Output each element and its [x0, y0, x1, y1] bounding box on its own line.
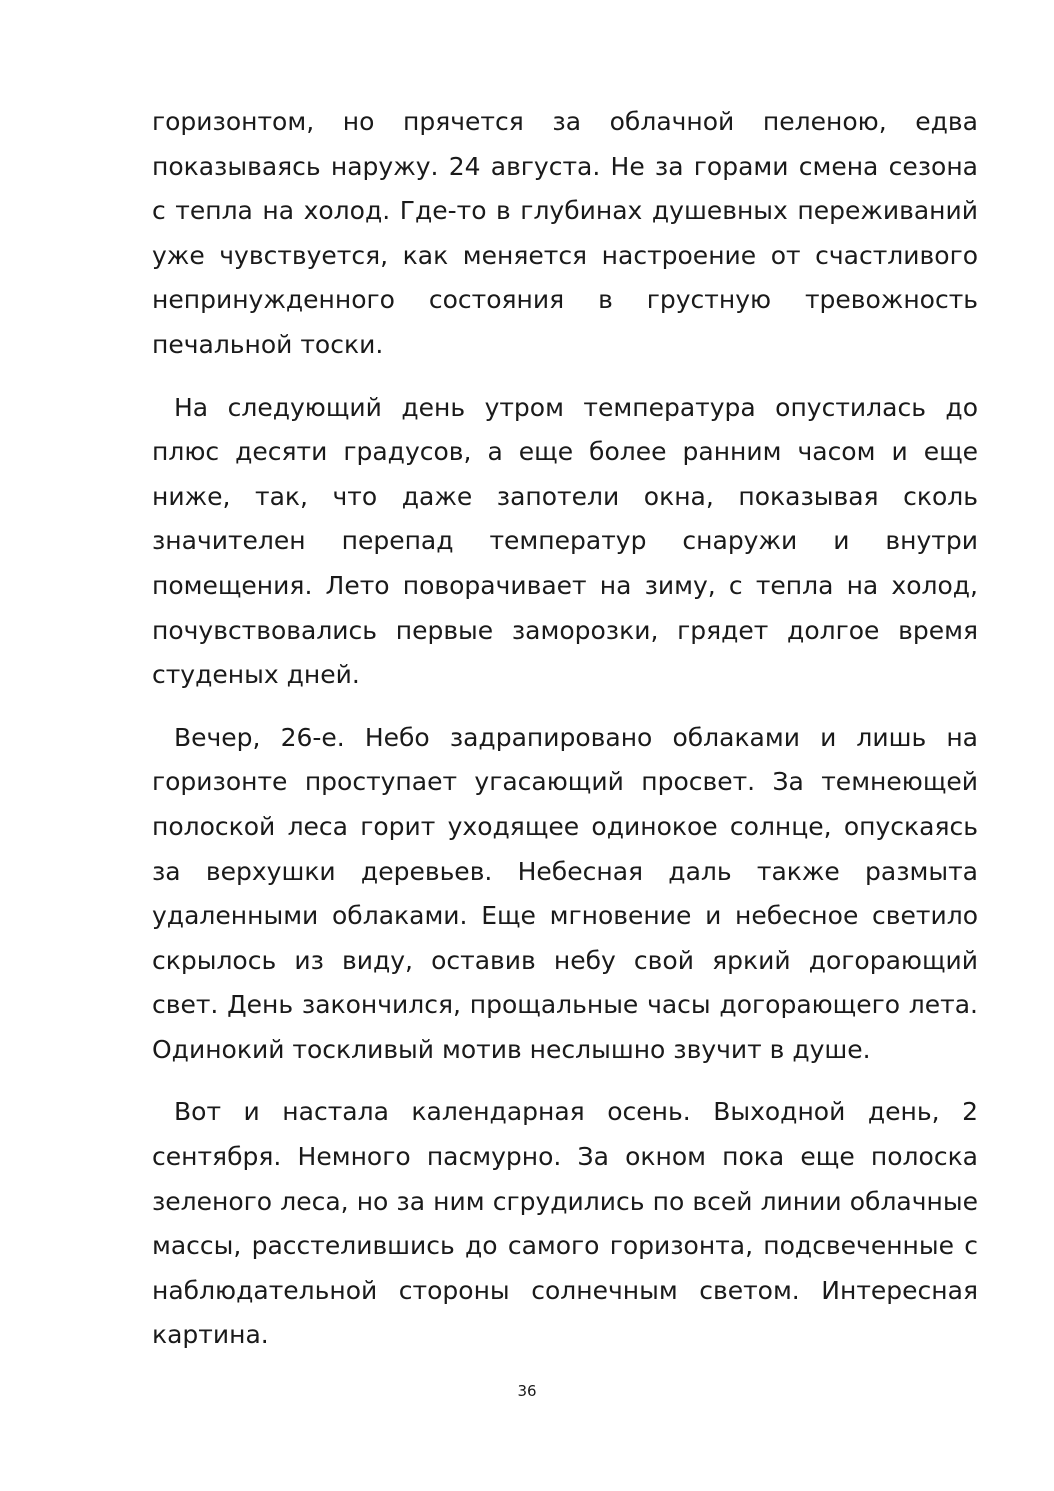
paragraph-continuation: горизонтом, но прячется за облачной пеленою, едва показываясь наружу. 24 августа. Не за горами смена сезона с тепла на холод. Где-то в глубинах душевных переживаний уже чувствуется, как меняется настроение от счастливого непринужденного состояния в грустную тревожность печальной тоски. — [152, 107, 978, 359]
paragraph-autumn: Вот и настала календарная осень. Выходной день, 2 сентября. Немного пасмурно. За окном пока еще полоска зеленого леса, но за ним сгрудились по всей линии облачные массы, расстелившись до самого горизонта, подсвеченные с наблюдательной стороны солнечным светом. Интересная картина. — [152, 1097, 978, 1350]
page-body — [152, 100, 978, 1358]
page-number: 36 — [517, 1382, 537, 1400]
paragraph-evening: Вечер, 26-е. Небо задрапировано облаками и лишь на горизонте проступает угасающий просвет. За темнеющей полоской леса горит уходящее одинокое солнце, опускаясь за верхушки деревьев. Небесная даль также размыта удаленными облаками. Еще мгновение и небесное светило скрылось из виду, оставив небу свой яркий догорающий свет. День закончился, прощальные часы догорающего лета. Одинокий тоскливый мотив неслышно звучит в душе. — [152, 722, 978, 1064]
paragraph-next-day: На следующий день утром температура опустилась до плюс десяти градусов, а еще более ранним часом и еще ниже, так, что даже запотели окна, показывая сколь значителен перепад температур снаружи и внутри помещения. Лето поворачивает на зиму, с тепла на холод, почувствовались первые заморозки, грядет долгое время студеных дней. — [152, 392, 978, 690]
